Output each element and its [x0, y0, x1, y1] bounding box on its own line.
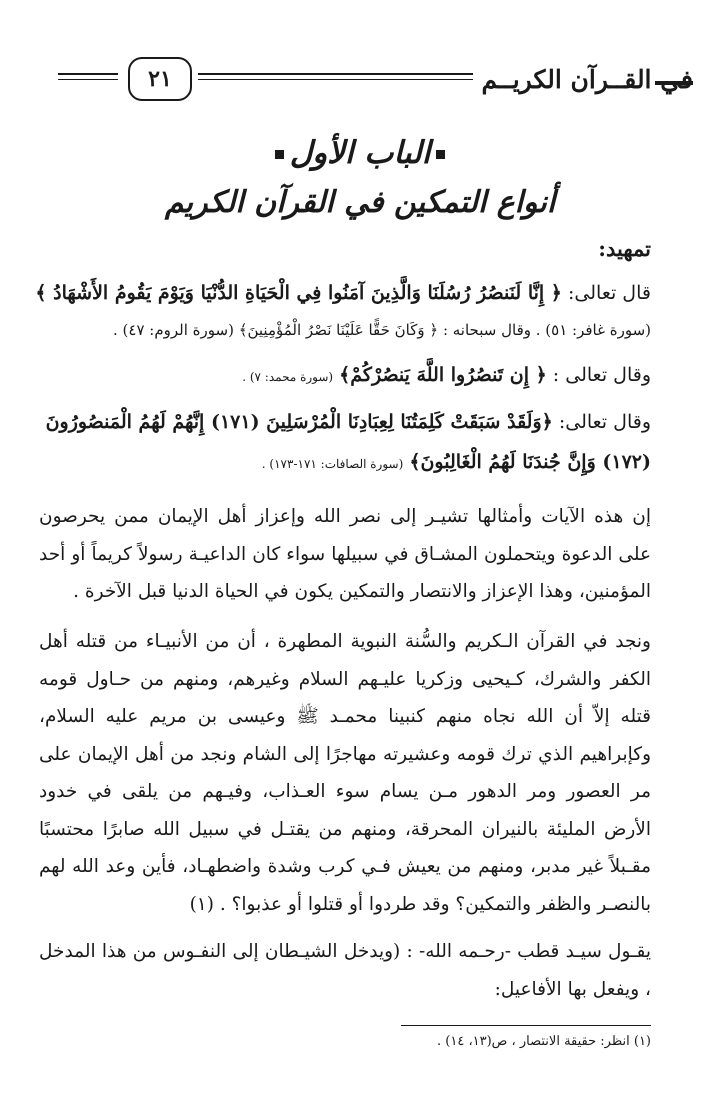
header-rule-middle	[198, 73, 473, 75]
header-rule-left	[58, 73, 118, 75]
footnote-rule	[401, 1025, 651, 1026]
verse-line-3	[31, 358, 651, 394]
footnote: (١) انظر: حقيقة الانتصار ، ص(١٣، ١٤) .	[437, 1034, 651, 1049]
header-rule-middle-thin	[198, 79, 473, 80]
chapter-title: أنواع التمكين في القرآن الكريم	[164, 185, 556, 220]
square-ornament-icon	[275, 150, 284, 159]
verse-reference: (سورة محمد: ٧) .	[242, 370, 334, 384]
verse-text: ﴿ إِن تَنصُرُوا اللَّهَ يَنصُرْكُمْ﴾	[339, 364, 547, 386]
verse-reference: (سورة غافر: ٥١) . وقال سبحانه : ﴿ وَكَانَ حَقًّا عَلَيْنَا نَصْرُ الْمُؤْمِنِينَ﴾ (سورة الروم: ٤٧) .	[113, 321, 651, 339]
paragraph-3: يقـول سيـد قطب -رحـمه الله- : (ويدخل الشيـطان إلى النفـوس من هذا المدخل ، ويفعل بها الأفاعيل:	[39, 941, 651, 1000]
verse-text: ﴿وَلَقَدْ سَبَقَتْ كَلِمَتُنَا لِعِبَادِنَا الْمُرْسَلِينَ (١٧١) إِنَّهُمْ لَهُمُ الْمَنصُورُونَ	[45, 411, 553, 433]
chapter-label-text: الباب الأول	[289, 135, 431, 171]
verse-line-2	[31, 313, 651, 347]
square-ornament-icon	[436, 150, 445, 159]
verse-prefix: قال تعالى:	[568, 282, 651, 304]
paragraph-2: ونجد في القرآن الـكريم والسُّنة النبوية المطهرة ، أن من الأنبيـاء من قتله أهل الكفر والشرك، كـيحيى وزكريا عليـهم السلام وغيرهم، ومنهم من حـاول قومه قتله إلاّ أن الله نجاه منهم كنبينا محمـد ﷺ وعيسى بن مريم عليه السلام، وكإبراهيم الذي ترك قومه وعشيرته مهاجرًا إلى الشام ونجد من أهل الإيمان على مر العصور ومر الدهور مـن يسام سوء العـذاب، وفيـهم من يلقى في خدود الأرض المليئة بالنيران المحرقة، ومنهم من يقتـل في سبيل الله صابرًا محتسبًا مقـبلاً غير مدبر، ومنهم من يعيش فـي كرب وشدة واضطهـاد، فأين وعد الله لهم بالنصـر والظفر والتمكين؟ وقد طردوا أو قتلوا أو عذبوا؟ . (١)	[39, 631, 651, 915]
verse-prefix: وقال تعالى :	[552, 364, 651, 386]
verse-prefix: وقال تعالى:	[558, 411, 651, 433]
verse-line-5	[31, 445, 651, 481]
verse-line-1	[31, 276, 651, 310]
header-rule-left-thin	[58, 79, 118, 80]
running-header	[58, 55, 693, 105]
running-title: في القــرآن الكريــم	[481, 65, 693, 94]
header-ornament-right	[655, 81, 693, 85]
paragraph-1: إن هذه الآيات وأمثالها تشيـر إلى نصر الله وإعزاز أهل الإيمان ممن يحرصون على الدعوة ويتحملون المشـاق في سبيلها سواء كان الداعيـة رسولاً كريماً أو أحد المؤمنين، وهذا الإعزاز والانتصار والتمكين يكون في الحياة الدنيا قبل الآخرة .	[39, 506, 651, 602]
verse-text: ﴿ إِنَّا لَنَنصُرُ رُسُلَنَا وَالَّذِينَ آمَنُوا فِي الْحَيَاةِ الدُّنْيَا وَيَوْمَ يَقُومُ الأَشْهَادُ ﴾	[35, 282, 562, 304]
page-number: ٢١	[128, 57, 192, 101]
chapter-label	[60, 130, 660, 176]
verse-text: (١٧٢) وَإِنَّ جُندَنَا لَهُمُ الْغَالِبُونَ﴾	[409, 451, 651, 473]
verse-reference: (سورة الصافات: ١٧١-١٧٣) .	[261, 457, 404, 471]
verse-line-4	[31, 405, 651, 439]
intro-label: تمهيد:	[598, 236, 651, 261]
